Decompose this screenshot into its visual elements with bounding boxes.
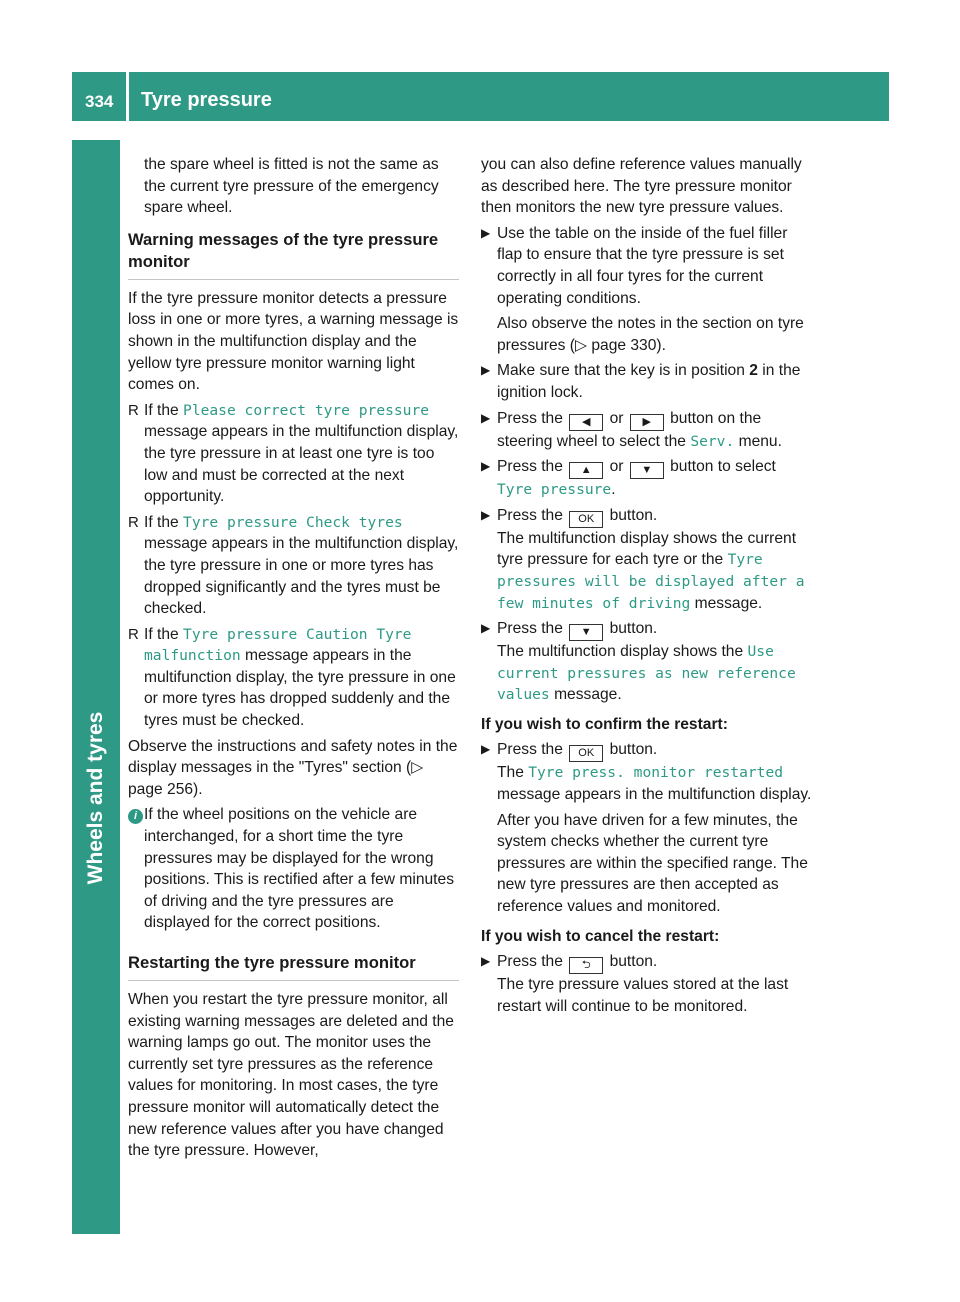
step-result	[497, 762, 813, 805]
step-item	[481, 360, 813, 403]
step-text: .	[611, 481, 616, 499]
left-column	[128, 154, 459, 1162]
step-item	[481, 618, 813, 706]
step-text: button.	[609, 506, 658, 524]
step-text: Press the	[497, 409, 563, 427]
bullet-text: message appears in the multifunction display, the tyre pressure in one or more tyres has dropped suddenly and the tyres must be checked.	[144, 647, 456, 730]
step-marker-icon: ▶	[481, 363, 491, 378]
step-text: Make sure that the key is in position	[497, 362, 745, 380]
step-item	[481, 408, 813, 453]
step-text: button.	[609, 620, 658, 638]
ok-key-icon: OK	[569, 511, 603, 528]
display-message: Tyre pressure Caution Tyre malfunction	[144, 625, 412, 665]
back-key-icon: ⮌	[569, 957, 603, 974]
result-text: message.	[694, 594, 763, 612]
result-text: message.	[554, 686, 622, 704]
step-note	[497, 313, 813, 356]
step-marker-icon: ▶	[481, 225, 491, 240]
step-item	[481, 951, 813, 1017]
step-marker-icon: ▶	[481, 742, 491, 757]
step-marker-icon: ▶	[481, 507, 491, 522]
result-text: The multifunction display shows the current tyre pressure for each tyre or the	[497, 529, 797, 569]
display-message: Tyre pressures will be displayed after a few minutes of driving	[497, 551, 805, 612]
bullet-icon: R	[128, 401, 139, 419]
observe-paragraph: Observe the instructions and safety notes in the display messages in the "Tyres" section (▷ page 256).	[128, 737, 458, 798]
result-text: The multifunction display shows the	[497, 643, 744, 661]
result-text: message appears in the multifunction display.	[497, 786, 812, 804]
step-item	[481, 223, 813, 357]
page-reference: page 330).	[591, 336, 666, 354]
page-ref-icon: ▷	[411, 759, 424, 777]
display-message: Please correct tyre pressure	[183, 401, 430, 419]
heading-warning-messages: Warning messages of the tyre pressure monitor	[128, 229, 459, 280]
ok-key-icon: OK	[569, 745, 603, 762]
step-text: Press the	[497, 953, 563, 971]
step-marker-icon: ▶	[481, 954, 491, 969]
heading-confirm-restart: If you wish to confirm the restart:	[481, 715, 728, 733]
step-result	[497, 528, 813, 614]
display-message: Tyre press. monitor restarted	[528, 764, 784, 782]
step-marker-icon: ▶	[481, 459, 491, 474]
bullet-text: If the	[144, 401, 179, 419]
heading-restart: Restarting the tyre pressure monitor	[128, 952, 459, 981]
intro-text: the spare wheel is fitted is not the same as the current tyre pressure of the emergency spare wheel.	[144, 156, 439, 217]
step-text: Press the	[497, 458, 563, 476]
bullet-item	[128, 624, 459, 732]
down-key-icon: ▼	[630, 462, 664, 479]
warning-paragraph: If the tyre pressure monitor detects a pressure loss in one or more tyres, a warning message is shown in the multifunction display and the yellow tyre pressure monitor warning light comes on.	[128, 289, 459, 394]
step-result	[497, 641, 813, 706]
step-text: or	[609, 409, 624, 427]
info-icon: i	[128, 809, 143, 824]
observe-text: Observe the instructions and safety notes in the display messages in the "Tyres" section	[128, 737, 458, 777]
bullet-item	[128, 512, 459, 620]
step-text: button on the steering wheel to select the	[497, 409, 762, 450]
step-item	[481, 739, 813, 917]
info-text: If the wheel positions on the vehicle are interchanged, for a short time the tyre pressures may be displayed for the wrong positions. This is rectified after a few minutes of driving and the tyre pressures are displayed for the correct positions.	[144, 806, 454, 932]
header-divider	[126, 72, 129, 121]
step-marker-icon: ▶	[481, 621, 491, 636]
page-header	[72, 72, 889, 121]
step-text: button.	[609, 741, 658, 759]
page-title: Tyre pressure	[141, 89, 272, 111]
step-text: Press the	[497, 620, 563, 638]
result-text: The	[497, 764, 524, 782]
step-marker-icon: ▶	[481, 410, 491, 425]
restart-paragraph: When you restart the tyre pressure monitor, all existing warning messages are deleted and the warning lamps go out. The monitor uses the currently set tyre pressures as the reference values for monitoring. In most cases, the tyre pressure monitor will automatically detect the new reference values after you have changed the tyre pressure. However,	[128, 991, 454, 1160]
page-reference: page 256).	[128, 780, 203, 798]
info-note	[128, 804, 459, 934]
display-message: Use current pressures as new reference values	[497, 643, 796, 704]
section-label: Wheels and tyres	[84, 711, 107, 885]
step-item	[481, 456, 813, 501]
key-position: 2	[749, 362, 758, 380]
section-sidebar	[72, 140, 120, 1234]
bullet-icon: R	[128, 625, 139, 643]
display-message: Tyre pressure	[497, 481, 612, 499]
step-text: in the ignition lock.	[497, 362, 801, 401]
step-text: button to select	[670, 458, 776, 476]
step-text: Use the table on the inside of the fuel filler flap to ensure that the tyre pressure is set correctly in all four tyres for the current operating conditions.	[497, 224, 788, 307]
up-key-icon: ▲	[569, 462, 603, 479]
page-ref-icon: ▷	[575, 336, 587, 354]
step-text: or	[609, 458, 624, 476]
step-result: The tyre pressure values stored at the last restart will continue to be monitored.	[497, 976, 789, 1015]
bullet-item	[128, 400, 459, 508]
left-key-icon: ◀	[569, 414, 603, 431]
step-note: After you have driven for a few minutes, the system checks whether the current tyre pressures are within the specified range. The new tyre pressures are then accepted as reference values and monitored.	[497, 811, 808, 916]
bullet-text: If the	[144, 513, 179, 531]
step-text: menu.	[738, 432, 782, 450]
display-message: Serv.	[690, 432, 735, 450]
step-text: Press the	[497, 506, 563, 524]
step-text: Press the	[497, 741, 563, 759]
step-item	[481, 505, 813, 614]
page-number: 334	[85, 92, 114, 111]
continued-paragraph: you can also define reference values manually as described here. The tyre pressure monitor then monitors the new tyre pressure values.	[481, 156, 802, 217]
bullet-text: message appears in the multifunction display, the tyre pressure in one or more tyres has dropped significantly and the tyres must be checked.	[144, 535, 459, 618]
right-key-icon: ▶	[630, 414, 664, 431]
right-column	[481, 154, 813, 1017]
bullet-text: If the	[144, 625, 179, 643]
step-text: button.	[609, 953, 658, 971]
note-text: Also observe the notes in the section on tyre pressures (	[497, 315, 804, 354]
bullet-icon: R	[128, 513, 139, 531]
display-message: Tyre pressure Check tyres	[183, 513, 403, 531]
down-key-icon: ▼	[569, 624, 603, 641]
heading-cancel-restart: If you wish to cancel the restart:	[481, 927, 720, 945]
bullet-text: message appears in the multifunction display, the tyre pressure in at least one tyre is too low and must be corrected at the next opportunity.	[144, 423, 459, 506]
